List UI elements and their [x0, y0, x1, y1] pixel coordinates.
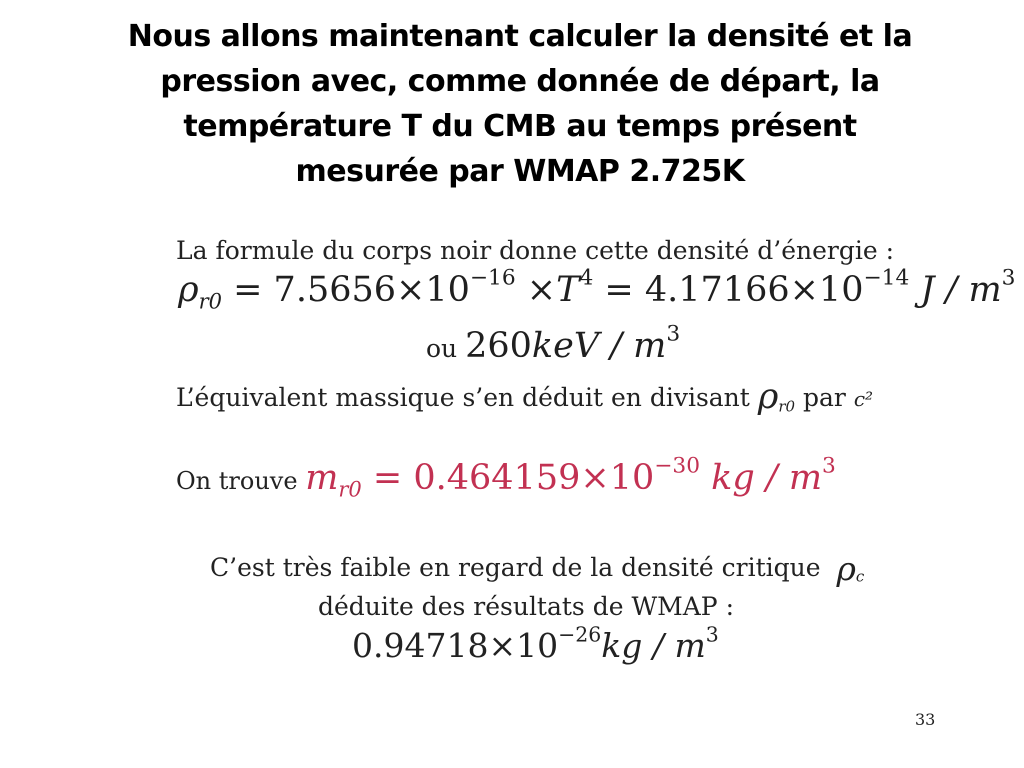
- temperature-symbol: T: [556, 270, 580, 310]
- coefficient-2: = 4.17166×10: [593, 270, 864, 310]
- result-unit-exponent: 3: [822, 453, 836, 479]
- critical-unit-exponent: 3: [705, 622, 719, 647]
- par-word: par: [795, 383, 854, 412]
- energy-unit: J / m: [909, 270, 1002, 310]
- critical-coefficient: 0.94718×10: [352, 626, 559, 665]
- alt-value-number: 260: [465, 326, 532, 366]
- coefficient-1: = 7.5656×10: [221, 270, 470, 310]
- result-label: On trouve: [176, 467, 306, 495]
- critical-source: déduite des résultats de WMAP :: [318, 592, 734, 621]
- mass-equivalent-text: [176, 375, 873, 415]
- rho-critical-subscript: c: [855, 567, 865, 586]
- exponent-1: −16: [469, 265, 516, 291]
- critical-density-value: [352, 622, 719, 665]
- formula-intro: La formule du corps noir donne cette densité d’énergie :: [176, 236, 895, 265]
- mass-symbol: m: [305, 458, 339, 498]
- result-unit: kg / m: [700, 458, 823, 498]
- alt-value-unit-exponent: 3: [666, 321, 681, 347]
- times-sign: ×: [515, 270, 557, 310]
- temperature-exponent: 4: [579, 265, 594, 291]
- rho-critical-symbol: ρ: [836, 549, 856, 588]
- critical-exponent: −26: [558, 622, 602, 647]
- critical-sentence: C’est très faible en regard de la densité critique: [210, 553, 829, 582]
- rho-symbol-2: ρ: [757, 377, 779, 417]
- title-line-2: pression avec, comme donnée de départ, la: [160, 64, 880, 99]
- title-line-1: Nous allons maintenant calculer la densité et la: [127, 19, 913, 54]
- alt-value-ou: ou: [426, 334, 466, 363]
- title-line-3: température T du CMB au temps présent: [183, 109, 857, 144]
- c-squared: c²: [853, 387, 874, 411]
- slide-title: [40, 14, 1000, 194]
- energy-unit-exponent: 3: [1001, 265, 1016, 291]
- rho-subscript-2: r0: [778, 397, 796, 416]
- mass-equivalent-sentence: L’équivalent massique s’en déduit en divisant: [176, 383, 758, 412]
- result-coefficient: = 0.464159×10: [361, 458, 655, 498]
- alt-value-unit: keV / m: [531, 326, 667, 366]
- energy-density-formula: [178, 265, 1016, 314]
- critical-density-text: [210, 545, 865, 588]
- result-exponent: −30: [654, 453, 701, 479]
- title-line-4: mesurée par WMAP 2.725K: [295, 154, 745, 189]
- critical-unit: kg / m: [601, 626, 706, 665]
- rho-subscript: r0: [198, 289, 222, 314]
- mass-density-result: [176, 453, 836, 502]
- exponent-2: −14: [863, 265, 910, 291]
- page-number: 33: [915, 710, 936, 729]
- mass-subscript: r0: [338, 477, 362, 502]
- rho-symbol: ρ: [178, 270, 199, 310]
- alt-value: [426, 321, 681, 366]
